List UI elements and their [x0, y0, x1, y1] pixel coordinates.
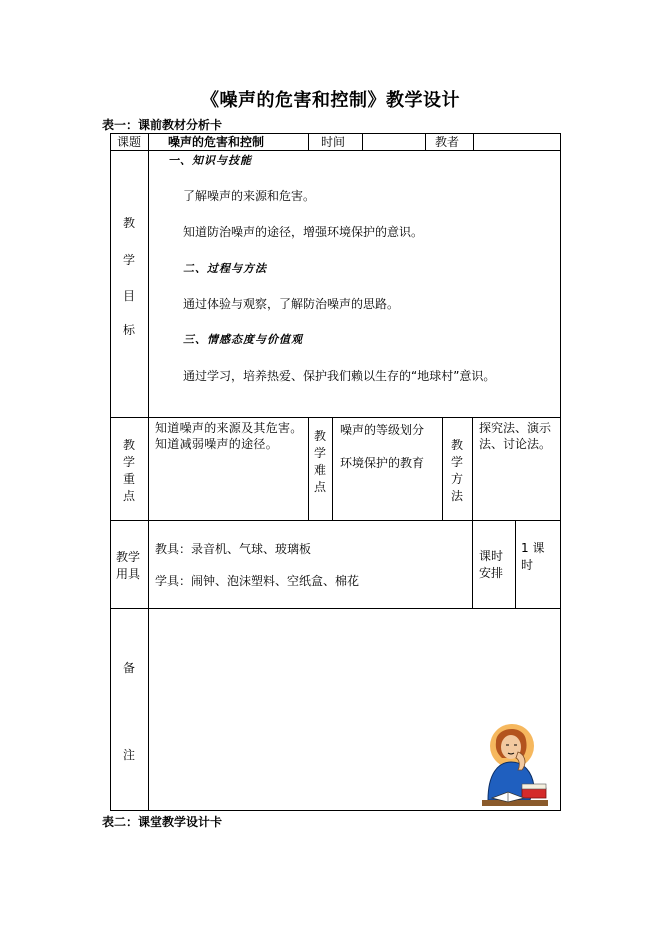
- column-divider: [515, 520, 516, 608]
- column-divider: [148, 133, 149, 811]
- tools-label-line: 教学: [116, 550, 141, 564]
- key-points-text: 知道噪声的来源及其危害。知道减弱噪声的途径。: [155, 421, 303, 451]
- method-label-char: 学: [450, 455, 463, 469]
- column-divider: [308, 133, 309, 150]
- method-label-char: 方: [450, 472, 463, 486]
- column-divider: [332, 417, 333, 520]
- row-divider: [110, 520, 561, 521]
- row-divider: [110, 608, 561, 609]
- key-points-label-char: 点: [122, 489, 135, 503]
- hours-value-line: 时: [521, 558, 534, 572]
- tools-label-line: 用具: [116, 567, 141, 581]
- difficulty-label-char: 点: [313, 480, 326, 494]
- row-divider: [110, 150, 561, 151]
- objective-section-heading: 三、情感态度与价值观: [183, 333, 303, 346]
- table-one-label: 表一：课前教材分析卡: [102, 118, 223, 132]
- column-divider: [473, 133, 474, 150]
- teacher-reading-clipart-icon: [478, 720, 550, 808]
- column-divider: [472, 417, 473, 520]
- hours-label-line: 安排: [479, 566, 504, 580]
- column-divider: [425, 133, 426, 150]
- row-divider: [110, 417, 561, 418]
- table-two-label: 表二：课堂教学设计卡: [102, 815, 223, 829]
- objectives-label-char: 学: [122, 253, 135, 267]
- column-divider: [472, 520, 473, 608]
- column-divider: [308, 417, 309, 520]
- key-points-label-char: 教: [122, 438, 135, 452]
- page-title: 《噪声的危害和控制》教学设计: [201, 90, 460, 111]
- student-tools: 学具：闹钟、泡沫塑料、空纸盒、棉花: [155, 574, 360, 588]
- remarks-label-char: 注: [122, 748, 135, 762]
- difficulty-label-char: 难: [313, 463, 326, 477]
- column-divider: [362, 133, 363, 150]
- key-points-label-char: 重: [122, 472, 135, 486]
- objectives-label-char: 标: [122, 323, 135, 337]
- objective-section-heading: 一、知识与技能: [168, 154, 252, 167]
- objective-item: 通过学习，培养热爱、保护我们赖以生存的“地球村”意识。: [183, 369, 496, 383]
- difficulty-label-char: 学: [313, 446, 326, 460]
- teacher-label: 教者: [435, 135, 460, 149]
- method-text: 探究法、演示法、讨论法。: [479, 421, 552, 451]
- topic-label: 课题: [117, 135, 142, 149]
- column-divider: [442, 417, 443, 520]
- topic-value: 噪声的危害和控制: [168, 135, 265, 149]
- teacher-tools: 教具：录音机、气球、玻璃板: [155, 542, 312, 556]
- remarks-label-char: 备: [122, 661, 135, 675]
- objectives-label-char: 教: [122, 216, 135, 230]
- difficulty-label-char: 教: [313, 429, 326, 443]
- method-label-char: 法: [450, 489, 463, 503]
- difficulty-item: 环境保护的教育: [340, 456, 425, 470]
- hours-label-line: 课时: [479, 549, 504, 563]
- objectives-label-char: 目: [122, 289, 135, 303]
- objective-item: 知道防治噪声的途径，增强环境保护的意识。: [183, 225, 424, 239]
- objective-item: 了解噪声的来源和危害。: [183, 189, 316, 203]
- method-label-char: 教: [450, 438, 463, 452]
- hours-value-line: 1 课: [521, 541, 545, 555]
- time-label: 时间: [321, 135, 346, 149]
- objective-item: 通过体验与观察，了解防治噪声的思路。: [183, 297, 400, 311]
- difficulty-item: 噪声的等级划分: [340, 423, 425, 437]
- objective-section-heading: 二、过程与方法: [183, 262, 267, 275]
- key-points-label-char: 学: [122, 455, 135, 469]
